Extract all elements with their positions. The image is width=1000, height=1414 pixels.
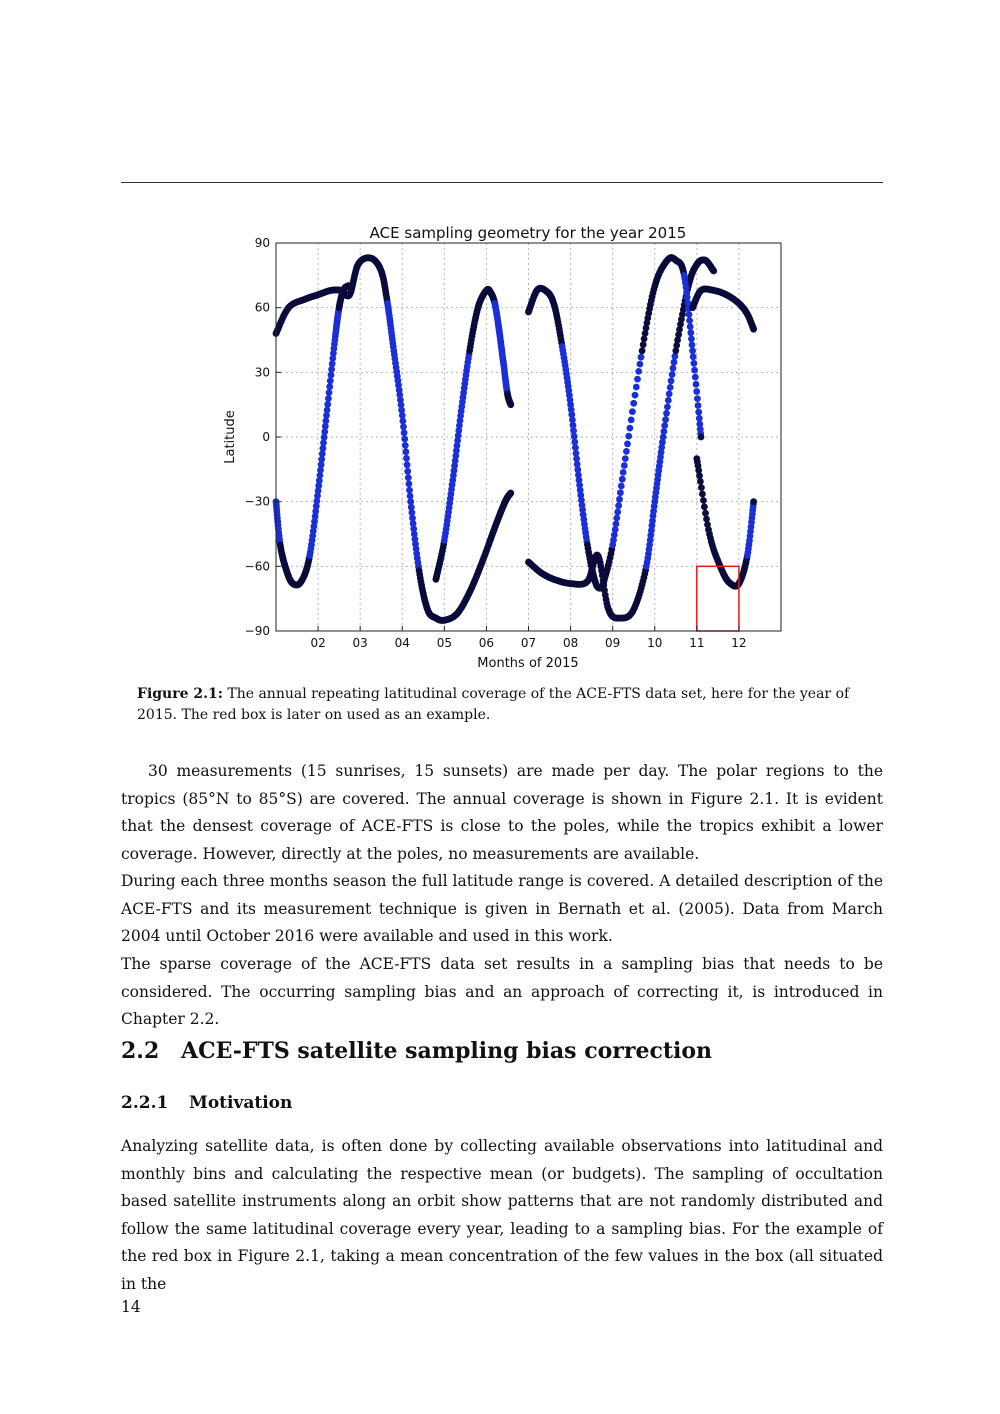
data-point xyxy=(403,448,410,455)
data-point xyxy=(346,283,353,290)
data-point xyxy=(403,455,410,462)
data-point xyxy=(628,417,635,424)
x-tick-label: 05 xyxy=(436,636,452,650)
data-point xyxy=(637,361,644,368)
data-point xyxy=(615,502,622,509)
paragraph-coverage: 30 measurements (15 sunrises, 15 sunsets) are made per day. The polar regions to the tropics (85°N to 85°S) are covered. The annual coverage is shown in Figure 2.1. It is evident that the densest coverage of ACE-FTS is close to the poles, while the tropics exhibit a lower coverage. However, directly at the poles, no measurements are available. xyxy=(121,762,883,863)
x-tick-label: 02 xyxy=(310,636,326,650)
x-tick-label: 11 xyxy=(689,636,705,650)
y-tick-label: 30 xyxy=(254,365,270,380)
data-point xyxy=(638,354,645,361)
data-point xyxy=(666,391,673,398)
data-point xyxy=(614,509,621,516)
paragraph-bias: The sparse coverage of the ACE-FTS data set results in a sampling bias that needs to be considered. The occurring sampling bias and an approach of correcting it, is introduced in Chapter 2.2. xyxy=(121,955,883,1028)
data-point xyxy=(613,521,620,528)
y-tick-label: 60 xyxy=(254,300,270,315)
x-tick-label: 10 xyxy=(647,636,663,650)
data-point xyxy=(406,481,413,488)
data-point xyxy=(621,462,628,469)
data-point xyxy=(639,347,646,354)
x-tick-label: 08 xyxy=(562,636,579,650)
chart-title: ACE sampling geometry for the year 2015 xyxy=(369,224,687,242)
data-point xyxy=(326,389,333,396)
data-point xyxy=(668,378,675,385)
data-point xyxy=(689,347,696,354)
data-point xyxy=(622,455,629,462)
data-point xyxy=(671,359,678,366)
data-point xyxy=(686,311,693,318)
data-point xyxy=(692,374,699,381)
data-point xyxy=(750,498,757,505)
x-tick-label: 09 xyxy=(605,636,621,650)
data-point xyxy=(619,476,626,483)
data-point xyxy=(693,381,700,388)
y-tick-label: 0 xyxy=(262,430,270,444)
data-point xyxy=(688,336,695,343)
data-point xyxy=(325,395,332,402)
subsection-number: 2.2.1 xyxy=(121,1093,169,1113)
data-point xyxy=(324,401,331,408)
subsection-heading xyxy=(121,1093,292,1113)
figure-label: Figure 2.1: xyxy=(137,686,223,702)
x-tick-label: 06 xyxy=(478,636,495,650)
data-point xyxy=(698,484,705,491)
ace-sampling-chart xyxy=(200,215,800,675)
y-axis-label: Latitude xyxy=(223,410,238,464)
data-point xyxy=(699,491,706,498)
x-tick-label: 12 xyxy=(731,636,747,650)
data-point xyxy=(630,400,637,407)
data-point xyxy=(700,497,707,504)
data-point xyxy=(686,317,693,324)
data-point xyxy=(633,384,640,391)
x-tick-label: 03 xyxy=(352,636,368,650)
data-point xyxy=(627,425,634,432)
data-point xyxy=(624,441,631,448)
data-point xyxy=(617,489,624,496)
section-title: ACE-FTS satellite sampling bias correction xyxy=(181,1038,713,1064)
page-number: 14 xyxy=(121,1298,141,1316)
data-point xyxy=(695,409,702,416)
data-point xyxy=(634,376,641,383)
data-point xyxy=(613,515,620,522)
data-point xyxy=(669,371,676,378)
y-tick-label: −90 xyxy=(244,624,270,638)
data-point xyxy=(664,404,671,411)
data-point xyxy=(640,341,647,348)
data-point xyxy=(406,487,413,494)
data-point xyxy=(404,461,411,468)
data-point xyxy=(400,418,407,425)
data-point xyxy=(507,490,514,497)
subsection-title: Motivation xyxy=(189,1093,293,1113)
data-point xyxy=(690,353,697,360)
data-point xyxy=(696,472,703,479)
data-point xyxy=(620,469,627,476)
data-point xyxy=(623,448,630,455)
data-point xyxy=(697,478,704,485)
data-point xyxy=(400,423,407,430)
y-tick-label: 90 xyxy=(254,236,270,250)
data-point xyxy=(662,416,669,423)
data-point xyxy=(698,434,705,441)
data-point xyxy=(629,408,636,415)
data-point xyxy=(326,383,333,390)
y-tick-label: −30 xyxy=(244,494,270,509)
data-point xyxy=(750,326,757,333)
data-point xyxy=(702,510,709,517)
data-point xyxy=(665,397,672,404)
figure-caption-text: The annual repeating latitudinal coverage of the ACE-FTS data set, here for the year of 2015. The red box is later on used as an example. xyxy=(137,686,850,723)
section-heading xyxy=(121,1038,712,1064)
data-point xyxy=(402,442,409,449)
data-point xyxy=(625,433,632,440)
data-point xyxy=(701,503,708,510)
paragraph-season: During each three months season the full latitude range is covered. A detailed description of the ACE-FTS and its measurement technique is given in Bernath et al. (2005). Data from March 2004 until October 2016 were available and used in this work. xyxy=(121,872,883,945)
data-point xyxy=(691,360,698,367)
data-point xyxy=(401,436,408,443)
data-point xyxy=(618,483,625,490)
data-point xyxy=(327,377,334,384)
data-point xyxy=(667,384,674,391)
x-axis-label: Months of 2015 xyxy=(477,656,579,671)
figure-caption xyxy=(137,684,867,726)
data-point xyxy=(661,422,668,429)
header-rule xyxy=(121,182,883,183)
data-point xyxy=(507,401,514,408)
data-point xyxy=(632,392,639,399)
data-point xyxy=(616,496,623,503)
data-point xyxy=(693,388,700,395)
example-red-box xyxy=(697,566,739,631)
section-number: 2.2 xyxy=(121,1038,160,1064)
x-tick-label: 04 xyxy=(394,636,410,650)
data-point xyxy=(405,474,412,481)
data-point xyxy=(710,268,717,275)
data-point xyxy=(694,395,701,402)
data-point xyxy=(687,329,694,336)
y-tick-label: −60 xyxy=(244,559,270,574)
paragraph-motivation: Analyzing satellite data, is often done by collecting available observations into latitudinal and monthly bins and calculating the respective mean (or budgets). The sampling of occultation based satellite instruments along an orbit show patterns that are not randomly distributed and follow the same latitudinal coverage every year, leading to a sampling bias. For the example of the red box in Figure 2.1, taking a mean concentration of the few values in the box (all situated in the xyxy=(121,1137,883,1293)
data-point xyxy=(635,368,642,375)
data-point xyxy=(691,367,698,374)
data-point xyxy=(661,428,668,435)
data-point xyxy=(695,402,702,409)
data-point xyxy=(663,410,670,417)
data-point xyxy=(689,342,696,349)
data-point xyxy=(687,323,694,330)
data-point xyxy=(401,429,408,436)
x-tick-label: 07 xyxy=(520,636,537,650)
data-point xyxy=(404,468,411,475)
data-point xyxy=(670,365,677,372)
